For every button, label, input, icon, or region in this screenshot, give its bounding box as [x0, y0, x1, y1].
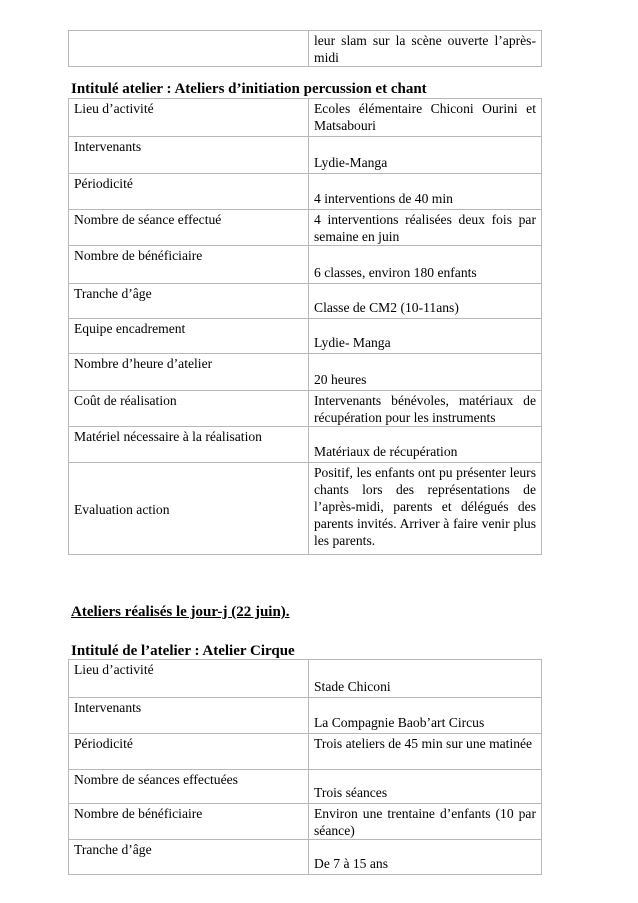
row-label: Nombre de bénéficiaire	[69, 246, 309, 284]
row-value: De 7 à 15 ans	[309, 840, 542, 875]
table-row	[69, 734, 542, 770]
table-row	[69, 770, 542, 804]
table-row	[69, 137, 542, 174]
row-label: Nombre d’heure d’atelier	[69, 354, 309, 391]
row-label: Tranche d’âge	[69, 284, 309, 319]
row-value: Ecoles élémentaire Chiconi Ourini et Matsabouri	[309, 99, 542, 137]
table-row	[69, 174, 542, 210]
row-label: Nombre de séances effectuées	[69, 770, 309, 804]
row-value: Positif, les enfants ont pu présenter leurs chants lors des représentations de l’après-midi, parents et délégués des parents invités. Arriver à faire venir plus les parents.	[309, 463, 542, 555]
row-value: Matériaux de récupération	[309, 427, 542, 463]
row-label: Matériel nécessaire à la réalisation	[69, 427, 309, 463]
table-row	[69, 354, 542, 391]
row-value: Environ une trentaine d’enfants (10 par séance)	[309, 804, 542, 840]
row-label: Intervenants	[69, 698, 309, 734]
table-row	[69, 210, 542, 246]
row-label: Nombre de séance effectué	[69, 210, 309, 246]
row-value: 20 heures	[309, 354, 542, 391]
row-value: Intervenants bénévoles, matériaux de récupération pour les instruments	[309, 391, 542, 427]
row-label: Intervenants	[69, 137, 309, 174]
row-label: Nombre de bénéficiaire	[69, 804, 309, 840]
table-row	[69, 284, 542, 319]
table-row	[69, 31, 542, 67]
row-value: Trois séances	[309, 770, 542, 804]
row-label: Evaluation action	[69, 463, 309, 555]
row-value: Stade Chiconi	[309, 660, 542, 698]
row-value: leur slam sur la scène ouverte l’après-midi	[309, 31, 542, 67]
table-row	[69, 660, 542, 698]
percussion-workshop-table	[68, 98, 542, 555]
row-value: 6 classes, environ 180 enfants	[309, 246, 542, 284]
row-value: Classe de CM2 (10-11ans)	[309, 284, 542, 319]
row-label: Coût de réalisation	[69, 391, 309, 427]
table-row	[69, 804, 542, 840]
row-label: Périodicité	[69, 734, 309, 770]
table-row	[69, 840, 542, 875]
row-value: 4 interventions réalisées deux fois par semaine en juin	[309, 210, 542, 246]
circus-workshop-table	[68, 659, 542, 875]
table-row	[69, 427, 542, 463]
row-label: Lieu d’activité	[69, 660, 309, 698]
table-row	[69, 246, 542, 284]
table-row	[69, 99, 542, 137]
row-label: Périodicité	[69, 174, 309, 210]
table-row	[69, 391, 542, 427]
section-title-day-workshops: Ateliers réalisés le jour-j (22 juin).	[71, 604, 290, 620]
row-label: Lieu d’activité	[69, 99, 309, 137]
table-row	[69, 698, 542, 734]
row-value: Lydie-Manga	[309, 137, 542, 174]
row-label: Tranche d’âge	[69, 840, 309, 875]
row-label	[69, 31, 309, 67]
section-title-circus: Intitulé de l’atelier : Atelier Cirque	[71, 643, 295, 659]
row-value: Lydie- Manga	[309, 319, 542, 354]
table-row	[69, 319, 542, 354]
row-value: La Compagnie Baob’art Circus	[309, 698, 542, 734]
row-value: Trois ateliers de 45 min sur une matinée	[309, 734, 542, 770]
row-label: Equipe encadrement	[69, 319, 309, 354]
row-value: 4 interventions de 40 min	[309, 174, 542, 210]
section-title-percussion: Intitulé atelier : Ateliers d’initiation percussion et chant	[71, 81, 427, 97]
continuation-table	[68, 30, 542, 67]
table-row	[69, 463, 542, 555]
